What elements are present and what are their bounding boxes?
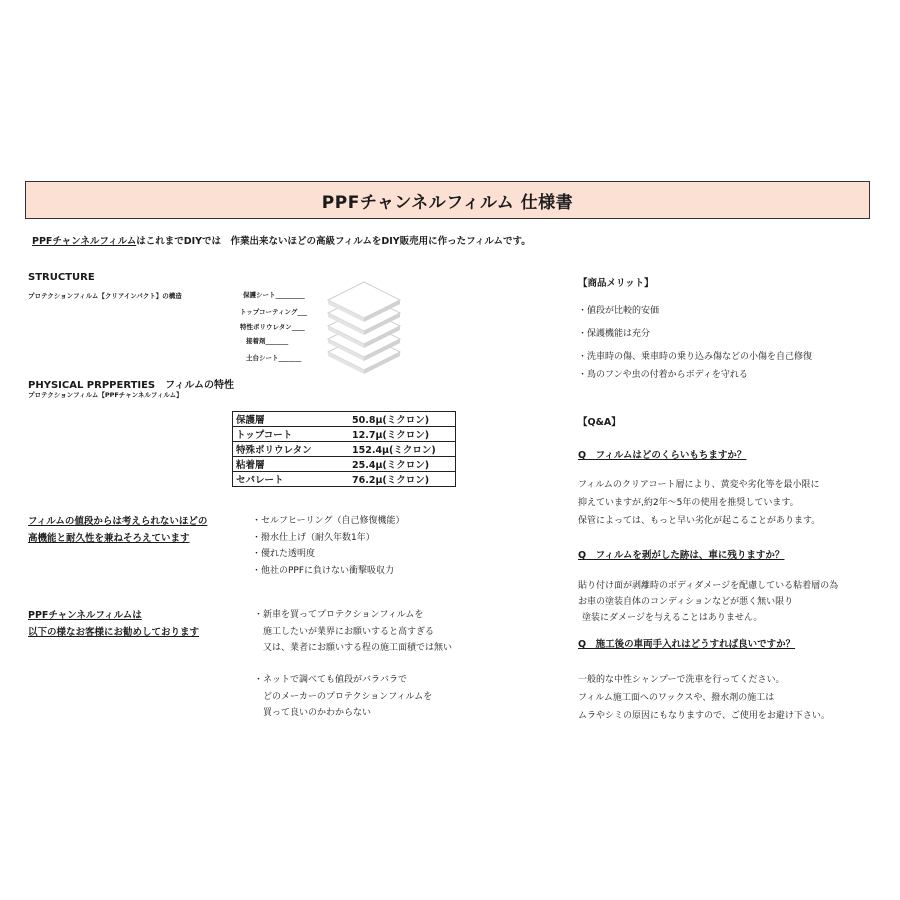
physical-subheading: プロテクションフィルム【PPFチャンネルフィルム】 xyxy=(28,391,183,399)
property-value: 152.4μ(ミクロン) xyxy=(349,442,456,457)
list-item: ・撥水仕上げ（耐久年数1年） xyxy=(252,532,375,543)
features-heading-line: フィルムの値段からは考えられないほどの xyxy=(28,516,208,527)
layer-label-polyurethane: 特性ポリウレタン____ xyxy=(240,323,305,331)
table-row xyxy=(233,457,456,472)
physical-heading: PHYSICAL PRPPERTIES フィルムの特性 xyxy=(28,380,234,391)
layer-label-protect-sheet: 保護シート_________ xyxy=(243,291,305,299)
layer-label-top-coating: トップコーティング___ xyxy=(240,308,308,316)
structure-subheading: プロテクションフィルム【クリアインパクト】の構造 xyxy=(28,292,182,300)
features-heading xyxy=(28,513,207,547)
qa-answer-3 xyxy=(578,671,830,725)
list-item: ・他社のPPFに負けない衝撃吸収力 xyxy=(252,565,395,576)
qa-question-2: Q フィルムを剥がした跡は、車に残りますか？ xyxy=(578,550,785,561)
table-row xyxy=(233,427,456,442)
intro-text: はこれまでDIYでは 作業出来ないほどの高級フィルムをDIY販売用に作ったフィルムです。 xyxy=(136,236,531,247)
answer-line: 塗装にダメージを与えることはありません。 xyxy=(582,613,763,623)
answer-line: 一般的な中性シャンプーで洗車を行ってください。 xyxy=(578,675,785,685)
recommend-group-2 xyxy=(254,672,432,722)
property-value: 50.8μ(ミクロン) xyxy=(349,412,456,427)
list-item: どのメーカーのプロテクションフィルムを xyxy=(254,691,433,702)
property-name: セパレート xyxy=(233,472,350,487)
answer-line: 貼り付け面が剥離時のボディダメージを配慮している粘着層の為 xyxy=(578,581,839,591)
list-item: ・優れた透明度 xyxy=(252,549,316,559)
qa-question-1: Q フィルムはどのくらいもちますか？ xyxy=(578,450,747,461)
property-name: トップコート xyxy=(233,427,350,442)
features-heading-line: 高機能と耐久性を兼ねそろえています xyxy=(28,533,190,544)
property-name: 特殊ポリウレタン xyxy=(233,442,350,457)
list-item: 又は、業者にお願いする程の施工面積では無い xyxy=(254,643,453,653)
property-value: 25.4μ(ミクロン) xyxy=(349,457,456,472)
property-name: 保護層 xyxy=(233,412,350,427)
page-title: PPFチャンネルフィルム 仕様書 xyxy=(321,192,574,213)
structure-heading: STRUCTURE xyxy=(28,272,95,283)
merits-heading: 【商品メリット】 xyxy=(578,278,654,289)
list-item: ・ネットで調べても値段がバラバラで xyxy=(254,675,408,685)
property-name: 粘着層 xyxy=(233,457,350,472)
recommend-group-1 xyxy=(254,607,452,657)
table-row xyxy=(233,472,456,487)
answer-line: 保管によっては、もっと早い劣化が起こることがあります。 xyxy=(578,516,821,526)
intro-line xyxy=(32,233,531,247)
answer-line: 抑えていますが,約2年～5年の使用を推奨しています。 xyxy=(578,498,799,508)
film-layer-stack-illustration xyxy=(326,276,402,380)
layer-label-base-sheet: 土台シート_______ xyxy=(246,354,302,362)
list-item: 施工したいが業界にお願いすると高すぎる xyxy=(254,626,435,637)
merit-item: ・保護機能は充分 xyxy=(578,329,651,339)
qa-heading: 【Q&A】 xyxy=(578,417,621,428)
answer-line: お車の塗装自体のコンディションなどが悪く無い限り xyxy=(578,597,794,607)
property-value: 76.2μ(ミクロン) xyxy=(349,472,456,487)
table-row xyxy=(233,442,456,457)
list-item: 買って良いのかわからない xyxy=(254,708,372,718)
answer-line: ムラやシミの原因にもなりますので、ご使用をお避け下さい。 xyxy=(578,711,830,721)
intro-brand: PPFチャンネルフィルム xyxy=(32,236,137,247)
layer-label-adhesive: 接着剤_______ xyxy=(246,337,289,345)
answer-line: フィルムのクリアコート層により、黄変や劣化等を最小限に xyxy=(578,480,820,490)
merit-item: ・鳥のフンや虫の付着からボディを守れる xyxy=(578,370,748,380)
merit-item: ・洗車時の傷、乗車時の乗り込み傷などの小傷を自己修復 xyxy=(578,352,813,362)
features-list xyxy=(252,513,404,579)
properties-table xyxy=(232,411,456,487)
recommend-heading xyxy=(28,607,199,641)
qa-answer-2 xyxy=(578,578,838,626)
table-row xyxy=(233,412,456,427)
answer-line: フィルム施工面へのワックスや、撥水剤の施工は xyxy=(578,693,775,703)
property-value: 12.7μ(ミクロン) xyxy=(349,427,456,442)
qa-question-3: Q 施工後の車両手入れはどうすれば良いですか？ xyxy=(578,639,796,650)
list-item: ・新車を買ってプロテクションフィルムを xyxy=(254,610,424,620)
merit-item: ・値段が比較的安価 xyxy=(578,306,660,316)
list-item: ・セルフヒーリング（自己修復機能） xyxy=(252,516,405,526)
recommend-heading-line: 以下の様なお客様にお勧めしております xyxy=(28,627,200,638)
qa-answer-1 xyxy=(578,476,820,530)
title-banner xyxy=(25,181,870,219)
recommend-heading-line: PPFチャンネルフィルムは xyxy=(28,610,142,621)
